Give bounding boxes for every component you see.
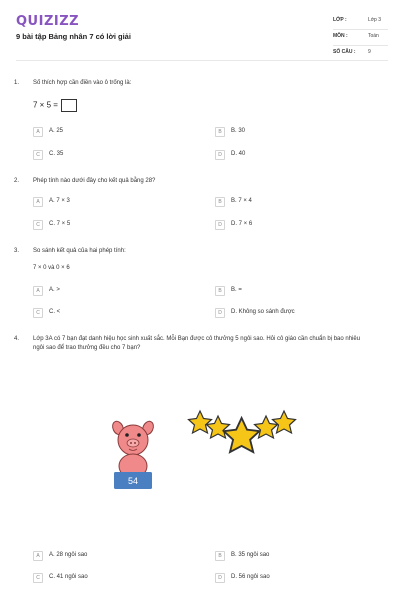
option-text: C. 35 xyxy=(49,151,64,157)
quizizz-logo: QUIZIZZ xyxy=(16,14,80,29)
option-letter: B xyxy=(215,551,225,561)
pig-nostril-right xyxy=(134,442,136,444)
meta-label: LỚP : xyxy=(333,17,347,23)
star-icon xyxy=(189,411,212,433)
five-stars-illustration xyxy=(186,408,298,460)
meta-value: Lớp 3 xyxy=(368,17,382,23)
question-text: So sánh kết quả của hai phép tính: xyxy=(33,248,126,254)
option-text: C. 7 × 5 xyxy=(49,221,71,227)
option-text: A. 7 × 3 xyxy=(49,198,70,204)
option-letter: D xyxy=(215,308,225,318)
option-text: A. 28 ngôi sao xyxy=(49,552,88,558)
meta-value: 9 xyxy=(368,49,371,55)
header-divider xyxy=(16,60,388,61)
question-text: Phép tính nào dưới đây cho kết quả bằng 28? xyxy=(33,178,156,184)
pig-nostril-left xyxy=(130,442,132,444)
meta-label: MÔN : xyxy=(333,33,348,39)
question-number: 2. xyxy=(14,178,20,184)
option-text: A. 25 xyxy=(49,128,64,134)
meta-row-class xyxy=(333,14,388,30)
question-number: 3. xyxy=(14,248,20,254)
option-text: B. 30 xyxy=(231,128,246,134)
option-letter: D xyxy=(215,150,225,160)
option-letter: C xyxy=(33,220,43,230)
option-text: D. 56 ngôi sao xyxy=(231,574,270,580)
option-letter: D xyxy=(215,573,225,583)
answer-blank-box xyxy=(61,99,77,112)
option-text: D. 40 xyxy=(231,151,246,157)
option-letter: B xyxy=(215,127,225,137)
option-letter: A xyxy=(33,286,43,296)
option-letter: C xyxy=(33,150,43,160)
meta-label: SỐ CÂU : xyxy=(333,49,356,55)
question-subtext: 7 × 0 và 0 × 6 xyxy=(33,265,70,271)
meta-value: Toán xyxy=(368,33,379,39)
option-letter: B xyxy=(215,286,225,296)
option-letter: B xyxy=(215,197,225,207)
option-text: B. 35 ngôi sao xyxy=(231,552,270,558)
pig-eye-left xyxy=(125,433,129,437)
option-text: A. > xyxy=(49,287,60,293)
option-text: B. 7 × 4 xyxy=(231,198,252,204)
star-icon xyxy=(224,418,260,452)
option-letter: A xyxy=(33,127,43,137)
meta-row-subject xyxy=(333,30,388,46)
option-letter: D xyxy=(215,220,225,230)
pig-board-number: 54 xyxy=(127,476,139,486)
pig-snout xyxy=(127,439,139,447)
option-letter: C xyxy=(33,308,43,318)
worksheet-title: 9 bài tập Bảng nhân 7 có lời giải xyxy=(16,32,131,41)
question-text: Lớp 3A có 7 bạn đạt danh hiệu học sinh xuất sắc. Mỗi Bạn được cô thưởng 5 ngôi sao. Hỏi cô giáo cần chuẩn bị bao nhiêu ngôi sao để trao thưởng đều cho 7 bạn? xyxy=(33,336,361,351)
question-number: 1. xyxy=(14,80,20,86)
question-text: Số thích hợp cần điền vào ô trống là: xyxy=(33,80,132,86)
option-text: B. = xyxy=(231,287,242,293)
question-number: 4. xyxy=(14,336,20,342)
pig-eye-right xyxy=(137,433,141,437)
option-text: D. Không so sánh được xyxy=(231,309,295,315)
option-text: C. 41 ngôi sao xyxy=(49,574,88,580)
option-letter: A xyxy=(33,197,43,207)
star-icon xyxy=(273,411,296,433)
expression-text: 7 × 5 = xyxy=(33,100,58,110)
question-expression xyxy=(33,99,77,112)
piggy-bank-illustration xyxy=(108,420,158,492)
option-letter: A xyxy=(33,551,43,561)
option-letter: C xyxy=(33,573,43,583)
worksheet-meta xyxy=(333,14,388,62)
option-text: D. 7 × 6 xyxy=(231,221,253,227)
option-text: C. < xyxy=(49,309,61,315)
